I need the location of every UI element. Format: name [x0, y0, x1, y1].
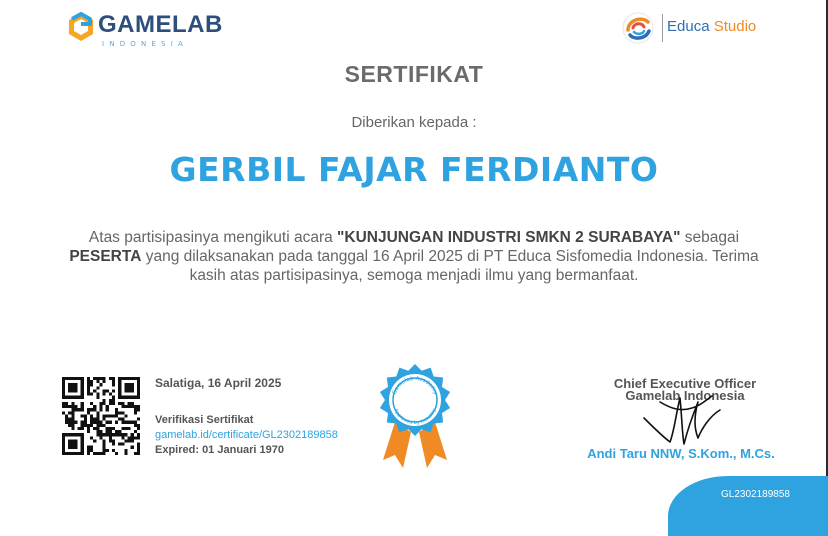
gamelab-hexagon-icon — [68, 12, 94, 42]
educa-studio-brand — [667, 18, 756, 36]
certificate-body — [58, 228, 770, 285]
qr-code[interactable] — [62, 377, 140, 455]
place-date: Salatiga, 16 April 2025 — [155, 376, 282, 390]
badge-bottom-text: Approved by Industry — [392, 407, 438, 427]
signer-title-line-2: Gamelab Indonesia — [625, 388, 745, 403]
recipient-name: GERBIL FAJAR FERDIANTO — [169, 150, 659, 189]
certificate-info — [155, 376, 338, 456]
event-name: "KUNJUNGAN INDUSTRI SMKN 2 SURABAYA" — [337, 229, 681, 246]
signer-title-line-1: Chief Executive Officer — [613, 376, 757, 391]
body-part-1: Atas partisipasinya mengikuti acara — [88, 229, 338, 246]
gamelab-logo-name: GAMELAB — [98, 11, 223, 38]
participant-role: PESERTA — [69, 248, 142, 265]
given-to-label: Diberikan kepada : — [351, 114, 477, 131]
verification-link[interactable]: gamelab.id/certificate/GL2302189858 — [155, 429, 338, 441]
certificate-title: SERTIFIKAT — [344, 61, 484, 87]
logo-divider — [662, 14, 663, 42]
brand-word-educa: Educa — [667, 18, 710, 35]
certificate-code: GL2302189858 — [721, 489, 790, 500]
gamelab-academy-badge-icon — [373, 360, 457, 472]
signature-scribble — [640, 388, 722, 450]
verification-label: Verifikasi Sertifikat — [155, 414, 254, 426]
gamelab-logo-subtitle: INDONESIA — [102, 40, 188, 48]
gamelab-logo — [68, 10, 223, 48]
corner-decoration — [668, 476, 828, 536]
body-part-3: yang dilaksanakan pada tanggal 16 April 2025 di PT Educa Sisfomedia Indonesia. Terima kasih atas partisipasinya, semoga menjadi ilmu yang bermanfaat. — [141, 248, 759, 284]
brand-word-studio: Studio — [713, 18, 757, 35]
expiry-date: Expired: 01 Januari 1970 — [155, 444, 285, 456]
signer-name: Andi Taru NNW, S.Kom., M.Cs. — [587, 446, 775, 461]
educa-studio-swirl-icon — [620, 10, 660, 46]
badge-top-text: Gamelab Academy — [391, 375, 439, 396]
body-part-2: sebagai — [680, 229, 740, 246]
educa-studio-logo — [620, 10, 760, 46]
